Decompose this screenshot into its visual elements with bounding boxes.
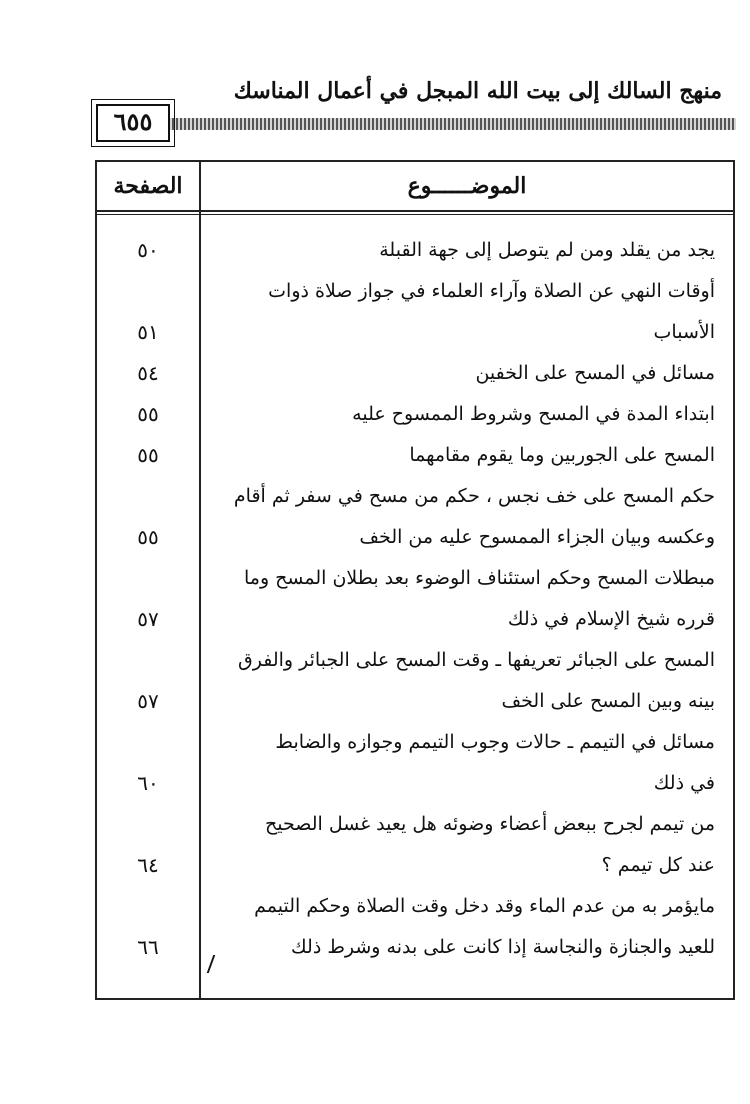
table-row [97,927,733,968]
page-ref: ٥٥ [137,525,159,549]
table-row [97,394,733,435]
page-ref: ٥٤ [137,361,159,385]
table-row [97,312,733,353]
table-row [97,230,733,271]
topic-text: مسائل في المسح على الخفين [475,362,715,384]
topic-text: أوقات النهي عن الصلاة وآراء العلماء في جواز صلاة ذوات [268,280,715,302]
header-divider [97,210,733,212]
column-header-topic: الموضــــــوع [407,173,527,199]
page-number-box: ٦٥٥ [96,104,170,142]
table-row [97,804,733,845]
topic-text: للعيد والجنازة والنجاسة إذا كانت على بدنه وشرط ذلك [291,936,715,958]
table-row [97,476,733,517]
table-row [97,845,733,886]
table-row [97,681,733,722]
index-table [95,160,735,1000]
page-ref: ٦٤ [137,853,159,877]
page-ref: ٥٥ [137,443,159,467]
page-ref: ٥٥ [137,402,159,426]
column-header-page: الصفحة [113,173,183,199]
page-ref: ٥٧ [137,607,159,631]
topic-text: في ذلك [653,772,715,794]
topic-text: قرره شيخ الإسلام في ذلك [507,608,715,630]
topic-text: المسح على الجوربين وما يقوم مقامهما [409,444,715,466]
page-ref: ٦٠ [137,771,159,795]
table-row [97,353,733,394]
header-rule [96,118,736,130]
topic-text: مسائل في التيمم ـ حالات وجوب التيمم وجوازه والضابط [275,731,715,753]
table-row [97,435,733,476]
table-row [97,640,733,681]
table-row [97,886,733,927]
table-row [97,722,733,763]
topic-text: ابتداء المدة في المسح وشروط الممسوح عليه [352,403,715,425]
table-row [97,599,733,640]
table-body [97,230,733,968]
topic-text: وعكسه وبيان الجزاء الممسوح عليه من الخف [359,526,715,548]
topic-text: يجد من يقلد ومن لم يتوصل إلى جهة القبلة [379,239,715,261]
topic-text: مايؤمر به من عدم الماء وقد دخل وقت الصلاة وحكم التيمم [254,895,715,917]
topic-text: الأسباب [653,321,715,343]
page-ref: ٦٦ [137,935,159,959]
topic-text: عند كل تيمم ؟ [601,854,715,876]
page-ref: ٥٧ [137,689,159,713]
table-row [97,763,733,804]
table-row [97,558,733,599]
topic-text: من تيمم لجرح ببعض أعضاء وضوئه هل يعيد غسل الصحيح [265,813,715,835]
topic-text: بينه وبين المسح على الخف [501,690,715,712]
topic-text: المسح على الجبائر تعريفها ـ وقت المسح على الجبائر والفرق [237,649,715,671]
header-divider-thin [97,214,733,215]
page-ref: ٥٠ [137,238,159,262]
topic-text: حكم المسح على خف نجس ، حكم من مسح في سفر ثم أقام [233,485,715,507]
running-title: منهج السالك إلى بيت الله المبجل في أعمال المناسك [233,78,722,104]
table-row [97,517,733,558]
topic-text: مبطلات المسح وحكم استئناف الوضوء بعد بطلان المسح وما [243,567,715,589]
table-row [97,271,733,312]
page-ref: ٥١ [137,320,159,344]
